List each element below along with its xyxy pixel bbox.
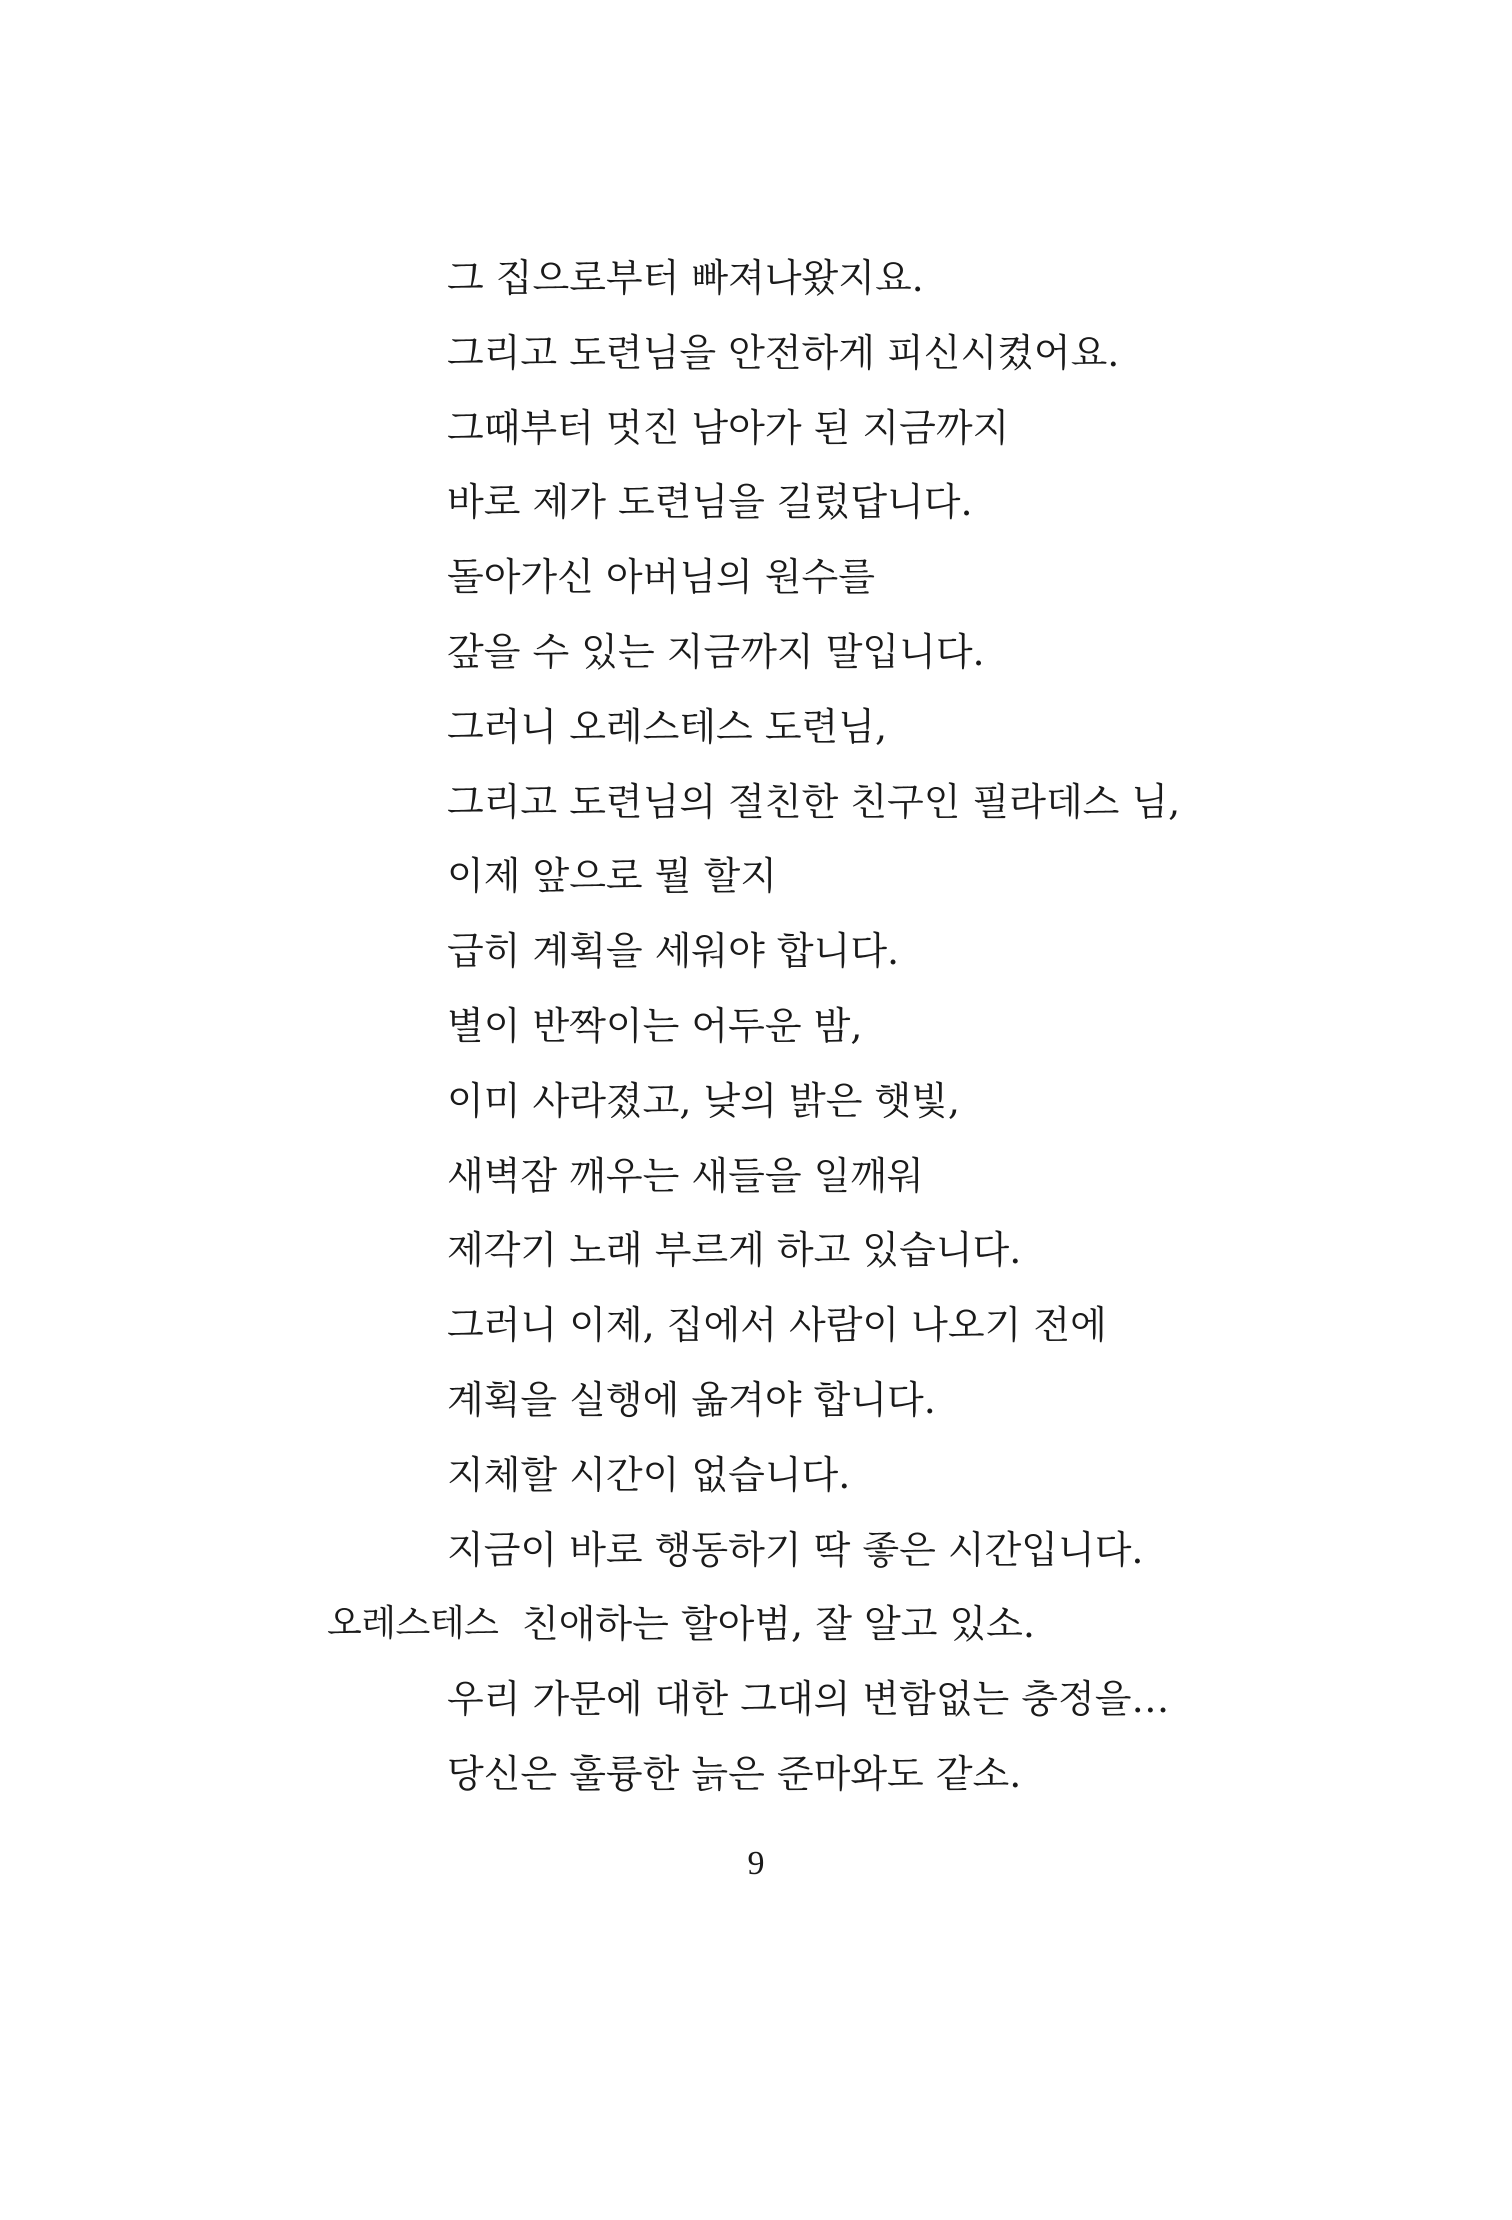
verse-line bbox=[0, 547, 1512, 622]
page-number: 9 bbox=[747, 1845, 765, 1882]
verse-line-text: 별이 반짝이는 어두운 밤, bbox=[447, 1003, 863, 1048]
speech-line-text: 친애하는 할아범, 잘 알고 있소. bbox=[522, 1602, 1035, 1647]
verse-line-text: 그때부터 멋진 남아가 된 지금까지 bbox=[447, 405, 1010, 450]
verse-line-text: 바로 제가 도련님을 길렀답니다. bbox=[447, 480, 973, 525]
verse-line bbox=[0, 1370, 1512, 1445]
verse-line-text: 그러니 이제, 집에서 사람이 나오기 전에 bbox=[447, 1303, 1107, 1348]
verse-line bbox=[0, 1520, 1512, 1595]
speech-line-text: 우리 가문에 대한 그대의 변함없는 충정을… bbox=[447, 1677, 1170, 1722]
verse-line bbox=[0, 1220, 1512, 1295]
verse-text bbox=[0, 248, 1512, 1819]
verse-line-text: 지금이 바로 행동하기 딱 좋은 시간입니다. bbox=[447, 1527, 1144, 1572]
verse-line bbox=[0, 996, 1512, 1071]
verse-line-text: 지체할 시간이 없습니다. bbox=[447, 1452, 851, 1497]
verse-line bbox=[0, 1445, 1512, 1520]
speech-line bbox=[0, 1669, 1512, 1744]
verse-line bbox=[0, 472, 1512, 547]
verse-line-text: 그리고 도련님의 절친한 친구인 필라데스 님, bbox=[447, 779, 1181, 824]
verse-line-text: 새벽잠 깨우는 새들을 일깨워 bbox=[447, 1153, 924, 1198]
verse-line bbox=[0, 846, 1512, 921]
verse-line-text: 이미 사라졌고, 낮의 밝은 햇빛, bbox=[447, 1078, 960, 1123]
verse-line-text: 제각기 노래 부르게 하고 있습니다. bbox=[447, 1228, 1022, 1273]
verse-line bbox=[0, 1071, 1512, 1146]
speaker-name: 오레스테스 bbox=[327, 1603, 499, 1645]
verse-line bbox=[0, 1146, 1512, 1221]
verse-line-text: 계획을 실행에 옮겨야 합니다. bbox=[447, 1377, 936, 1422]
verse-line-text: 돌아가신 아버님의 원수를 bbox=[447, 555, 875, 600]
speech-line-text: 당신은 훌륭한 늙은 준마와도 같소. bbox=[447, 1751, 1022, 1796]
verse-line-text: 그러니 오레스테스 도련님, bbox=[447, 704, 888, 749]
speech-first-line bbox=[0, 1594, 1512, 1669]
verse-line bbox=[0, 697, 1512, 772]
verse-line-text: 이제 앞으로 뭘 할지 bbox=[447, 854, 777, 899]
verse-line bbox=[0, 323, 1512, 398]
verse-line bbox=[0, 248, 1512, 323]
verse-line-text: 그리고 도련님을 안전하게 피신시켰어요. bbox=[447, 330, 1120, 375]
verse-line bbox=[0, 398, 1512, 473]
verse-line-text: 갚을 수 있는 지금까지 말입니다. bbox=[447, 629, 985, 674]
verse-line-text: 급히 계획을 세워야 합니다. bbox=[447, 929, 900, 974]
verse-line bbox=[0, 921, 1512, 996]
verse-line-text: 그 집으로부터 빠져나왔지요. bbox=[447, 256, 924, 300]
verse-line bbox=[0, 622, 1512, 697]
speech-line bbox=[0, 1744, 1512, 1819]
verse-line bbox=[0, 1295, 1512, 1370]
verse-line bbox=[0, 772, 1512, 847]
